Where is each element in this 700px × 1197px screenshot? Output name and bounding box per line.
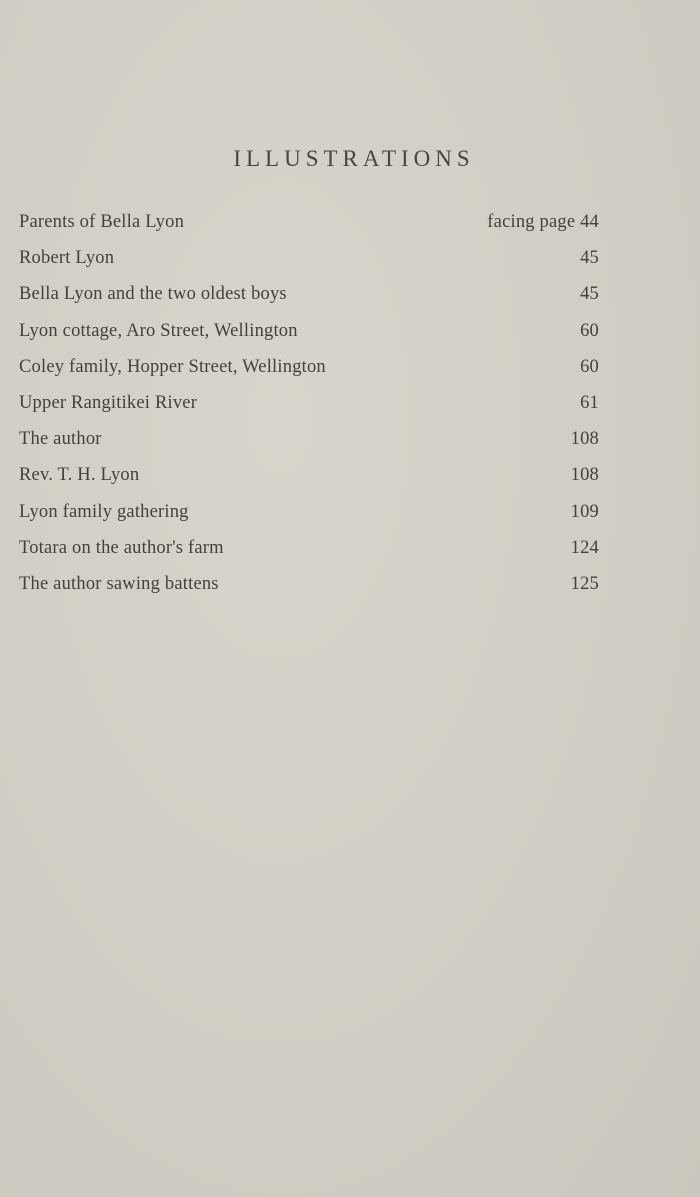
entry-page: 61 bbox=[580, 392, 599, 413]
list-item bbox=[19, 240, 599, 276]
list-item bbox=[19, 349, 599, 385]
entry-page: 60 bbox=[580, 356, 599, 377]
entry-title: Robert Lyon bbox=[19, 248, 115, 269]
list-item bbox=[19, 566, 599, 602]
entry-page: facing page 44 bbox=[487, 212, 599, 232]
entry-page: 125 bbox=[570, 573, 599, 594]
list-item bbox=[19, 385, 599, 421]
entry-page: 108 bbox=[570, 465, 599, 486]
list-item bbox=[19, 494, 599, 530]
entry-title: The author sawing battens bbox=[19, 573, 219, 594]
list-item bbox=[19, 204, 599, 240]
entry-title: Upper Rangitikei River bbox=[19, 392, 198, 413]
page-heading: ILLUSTRATIONS bbox=[233, 146, 475, 171]
entry-title: Bella Lyon and the two oldest boys bbox=[19, 284, 287, 305]
entry-page: 124 bbox=[570, 537, 599, 558]
entry-title: The author bbox=[19, 429, 102, 450]
entry-title: Lyon cottage, Aro Street, Wellington bbox=[19, 320, 298, 341]
list-item bbox=[19, 530, 599, 566]
entry-title: Parents of Bella Lyon bbox=[19, 212, 185, 232]
list-item bbox=[19, 421, 599, 457]
illustrations-list bbox=[19, 204, 599, 602]
entry-title: Rev. T. H. Lyon bbox=[19, 465, 140, 486]
list-item bbox=[19, 457, 599, 493]
entry-title: Lyon family gathering bbox=[19, 501, 189, 522]
entry-title: Coley family, Hopper Street, Wellington bbox=[19, 356, 326, 377]
entry-page: 60 bbox=[580, 320, 599, 341]
entry-page: 108 bbox=[570, 429, 599, 450]
entry-page: 109 bbox=[570, 501, 599, 522]
list-item bbox=[19, 276, 599, 312]
entry-page: 45 bbox=[580, 248, 599, 269]
entry-page: 45 bbox=[580, 284, 599, 305]
list-item bbox=[19, 313, 599, 349]
entry-title: Totara on the author's farm bbox=[19, 537, 224, 558]
